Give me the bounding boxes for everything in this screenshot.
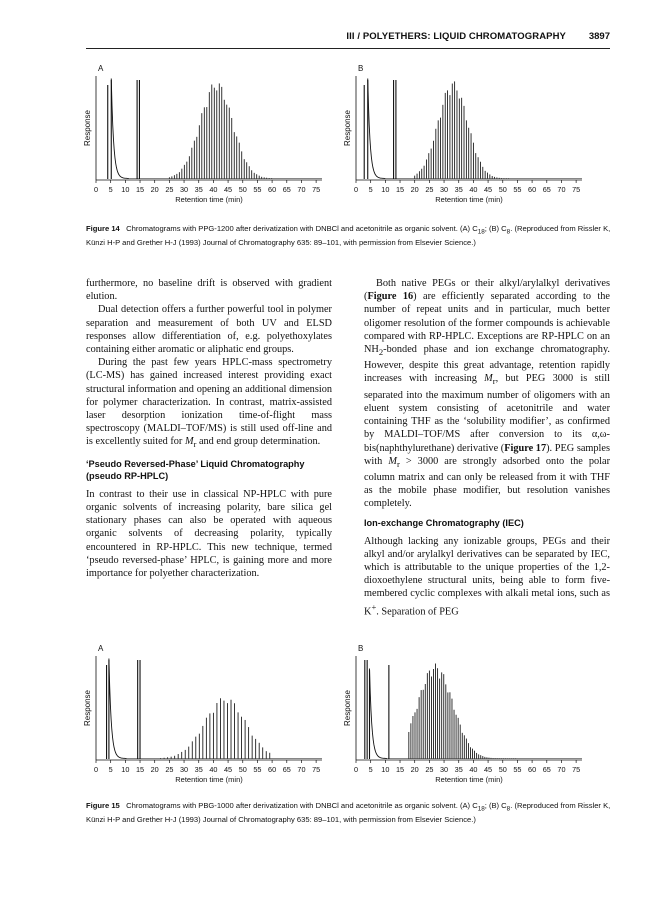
x-tick-label: 15 xyxy=(395,765,405,774)
paragraph-text: . Separation of PEG xyxy=(376,606,459,618)
figure-17-reference: Figure 17 xyxy=(504,442,547,454)
x-tick-label: 40 xyxy=(209,185,218,194)
x-tick-label: 0 xyxy=(93,185,99,194)
y-axis-label: Response xyxy=(83,689,92,727)
figure-14-text-mid: ; (B) C xyxy=(484,224,507,233)
superscript: + xyxy=(371,601,377,612)
figure-15-caption xyxy=(86,801,612,826)
x-tick-label: 40 xyxy=(469,765,478,774)
x-tick-label: 5 xyxy=(108,765,113,774)
paragraph-text: Both native PEGs or their alkyl/arylalkyl derivatives ( xyxy=(364,278,610,303)
figure-15-text: Chromatograms with PBG-1000 after derivatization with DNBCl and acetonitrile as organic solvent. (A) C xyxy=(126,801,478,810)
figure-15-chart-b xyxy=(340,642,602,794)
figure-14-reference: (Reproduced from Rissler K, Künzi H-P and Grether H-J (1993) Journal of Chromatography 635: 89–101, with permission from Elsevier Science.) xyxy=(86,224,611,248)
figure-15-label: Figure 15 xyxy=(86,801,120,810)
x-tick-label: 15 xyxy=(135,185,145,194)
x-tick-label: 55 xyxy=(513,765,522,774)
solvent-tail xyxy=(109,659,127,759)
page-number: 3897 xyxy=(588,31,610,42)
paragraph-text: During the past few years HPLC-mass spectrometry (LC-MS) has gained increased interest providing exact structural information and opening an additional dimension for polymer characterization. In contrast, matrix-assisted laser desorption ionization time-of-flight mass spectroscopy (MALDI–TOF/MS) is still used off-line and is excellently suited for xyxy=(86,357,332,448)
x-tick-label: 60 xyxy=(528,185,537,194)
x-axis-label: Retention time (min) xyxy=(175,195,243,204)
x-tick-label: 25 xyxy=(425,765,434,774)
figure-14-chart-b xyxy=(340,62,602,214)
paragraph xyxy=(86,356,332,451)
panel-label: A xyxy=(98,644,104,653)
x-tick-label: 60 xyxy=(268,765,277,774)
symbol-mr: M xyxy=(184,436,194,448)
paragraph-text: -bonded phase and ion exchange chromatography. However, despite this great advantage, retention rapidly increases with increasing xyxy=(364,344,610,385)
figure-15-text-end: . xyxy=(510,801,513,810)
x-axis-label: Retention time (min) xyxy=(435,775,503,784)
paragraph-text: and end group determination. xyxy=(198,436,321,448)
x-tick-label: 45 xyxy=(224,765,233,774)
x-tick-label: 45 xyxy=(484,765,493,774)
x-tick-label: 65 xyxy=(282,765,291,774)
x-tick-label: 45 xyxy=(484,185,493,194)
panel-label: B xyxy=(358,64,364,73)
x-tick-label: 25 xyxy=(165,185,174,194)
x-tick-label: 75 xyxy=(312,765,321,774)
x-tick-label: 10 xyxy=(381,765,390,774)
x-tick-label: 70 xyxy=(297,185,306,194)
subscript: r xyxy=(193,439,197,450)
x-tick-label: 65 xyxy=(542,185,551,194)
panel-label: A xyxy=(98,64,104,73)
figure-14-text: Chromatograms with PPG-1200 after derivatization with DNBCl and acetonitrile as organic solvent. (A) C xyxy=(126,224,478,233)
x-tick-label: 25 xyxy=(425,185,434,194)
symbol-mr: M xyxy=(484,373,493,385)
paragraph-text: Although lacking any ionizable groups, PEGs and their alkyl and/or arylalkyl derivatives can be separated by IEC, which is attributable to the unique properties of the 1,2-dioxoethylene structural units, being able to form five-membered cyclic complexes with alkali metal ions, such as K xyxy=(364,535,610,618)
x-tick-label: 15 xyxy=(135,765,145,774)
figure-14-label: Figure 14 xyxy=(86,224,120,233)
paragraph-text: ). PEG samples with xyxy=(364,442,610,467)
solvent-tail xyxy=(111,79,129,179)
section-heading-pseudo-rp-hplc: ‘Pseudo Reversed-Phase’ Liquid Chromatography (pseudo RP-HPLC) xyxy=(86,458,305,481)
x-tick-label: 10 xyxy=(381,185,390,194)
figure-14-caption xyxy=(86,224,612,249)
x-tick-label: 65 xyxy=(542,765,551,774)
x-tick-label: 0 xyxy=(353,185,359,194)
x-tick-label: 60 xyxy=(268,185,277,194)
y-axis-label: Response xyxy=(83,109,92,147)
x-tick-label: 30 xyxy=(179,185,189,194)
left-column xyxy=(86,277,332,580)
subscript: 8 xyxy=(506,805,511,813)
running-header xyxy=(86,30,610,49)
x-tick-label: 35 xyxy=(194,185,203,194)
x-tick-label: 50 xyxy=(498,765,507,774)
x-tick-label: 50 xyxy=(238,765,247,774)
paragraph xyxy=(364,277,610,511)
x-tick-label: 75 xyxy=(572,765,581,774)
solvent-tail xyxy=(368,79,386,179)
x-tick-label: 50 xyxy=(238,185,247,194)
x-tick-label: 55 xyxy=(253,765,262,774)
figure-15-chart-a xyxy=(80,642,342,794)
x-tick-label: 50 xyxy=(498,185,507,194)
x-tick-label: 70 xyxy=(557,765,566,774)
subscript: r xyxy=(396,458,400,469)
figure-14-text-end: . xyxy=(510,224,513,233)
x-tick-label: 70 xyxy=(297,765,306,774)
x-tick-label: 30 xyxy=(439,185,449,194)
figure-14-chart-a xyxy=(80,62,342,214)
x-tick-label: 75 xyxy=(312,185,321,194)
x-tick-label: 35 xyxy=(454,765,463,774)
x-tick-label: 5 xyxy=(368,185,373,194)
figure-15-text-mid: ; (B) C xyxy=(484,801,507,810)
subscript: 8 xyxy=(506,228,511,236)
x-tick-label: 30 xyxy=(439,765,449,774)
x-tick-label: 20 xyxy=(150,185,159,194)
x-tick-label: 15 xyxy=(395,185,405,194)
subscript: 2 xyxy=(378,347,384,358)
x-tick-label: 0 xyxy=(353,765,359,774)
x-tick-label: 40 xyxy=(209,765,218,774)
x-tick-label: 35 xyxy=(194,765,203,774)
y-axis-label: Response xyxy=(343,109,352,147)
x-tick-label: 45 xyxy=(224,185,233,194)
x-tick-label: 20 xyxy=(150,765,159,774)
symbol-mr: M xyxy=(388,455,397,467)
figure-15-reference: (Reproduced from Rissler K, Künzi H-P and Grether H-J (1993) Journal of Chromatography 635: 89–101, with permission from Elsevier Science.) xyxy=(86,801,611,825)
solvent-tail xyxy=(370,669,388,759)
x-tick-label: 10 xyxy=(121,185,130,194)
x-axis-label: Retention time (min) xyxy=(435,195,503,204)
subscript: r xyxy=(492,376,496,387)
x-tick-label: 5 xyxy=(368,765,373,774)
section-heading-iec: Ion-exchange Chromatography (IEC) xyxy=(364,517,524,528)
x-tick-label: 65 xyxy=(282,185,291,194)
x-tick-label: 75 xyxy=(572,185,581,194)
panel-label: B xyxy=(358,644,364,653)
x-tick-label: 20 xyxy=(410,185,419,194)
figure-16-reference: Figure 16 xyxy=(367,291,414,303)
x-tick-label: 30 xyxy=(179,765,189,774)
x-tick-label: 60 xyxy=(528,765,537,774)
paragraph: Dual detection offers a further powerful tool in polymer separation and measurement of both UV and ELSD responses allow differentiation of, e.g. polyethoxylates containing either aromatic or aliphatic end groups. xyxy=(86,304,332,356)
x-tick-label: 55 xyxy=(513,185,522,194)
x-tick-label: 20 xyxy=(410,765,419,774)
x-tick-label: 0 xyxy=(93,765,99,774)
running-header-title: III / POLYETHERS: LIQUID CHROMATOGRAPHY xyxy=(346,31,566,42)
subscript: 18 xyxy=(477,805,485,813)
x-tick-label: 40 xyxy=(469,185,478,194)
x-tick-label: 35 xyxy=(454,185,463,194)
paragraph-text: , but PEG 3000 is still separated into the maximum number of oligomers with an eluent system consisting of acetonitrile and water containing THF as the ‘solubility modifier’, as confirmed by MALDI–TOF/MS after conversion to its α,ω-bis(naphthylurethane) derivative ( xyxy=(364,373,610,454)
right-column xyxy=(364,277,610,618)
subscript: 18 xyxy=(477,228,485,236)
paragraph xyxy=(364,535,610,619)
x-tick-label: 25 xyxy=(165,765,174,774)
paragraph: In contrast to their use in classical NP-HPLC with pure organic solvents of increasing polarity, bare silica gel stationary phases can also be operated with aqueous organic solvents of decreasing polarity, typically encountered in RP-HPLC. This new technique, termed ‘pseudo reversed-phase’ HPLC, is gaining more and more importance for polyether characterization. xyxy=(86,488,332,579)
x-tick-label: 5 xyxy=(108,185,113,194)
paragraph-text: ) are efficiently separated according to the number of repeat units and in particular, much better oligomer resolution of the former compounds is achievable compared with RP-HPLC. Exceptions are RP-HPLC on an NH xyxy=(364,291,611,356)
x-tick-label: 55 xyxy=(253,185,262,194)
y-axis-label: Response xyxy=(343,689,352,727)
x-tick-label: 10 xyxy=(121,765,130,774)
paragraph-text: > 3000 are strongly adsorbed onto the polar column matrix and can only be released from it with THF as the mobile phase modifier, but resolution vanishes completely. xyxy=(364,455,611,510)
x-tick-label: 70 xyxy=(557,185,566,194)
x-axis-label: Retention time (min) xyxy=(175,775,243,784)
paragraph: furthermore, no baseline drift is observed with gradient elution. xyxy=(86,278,332,303)
